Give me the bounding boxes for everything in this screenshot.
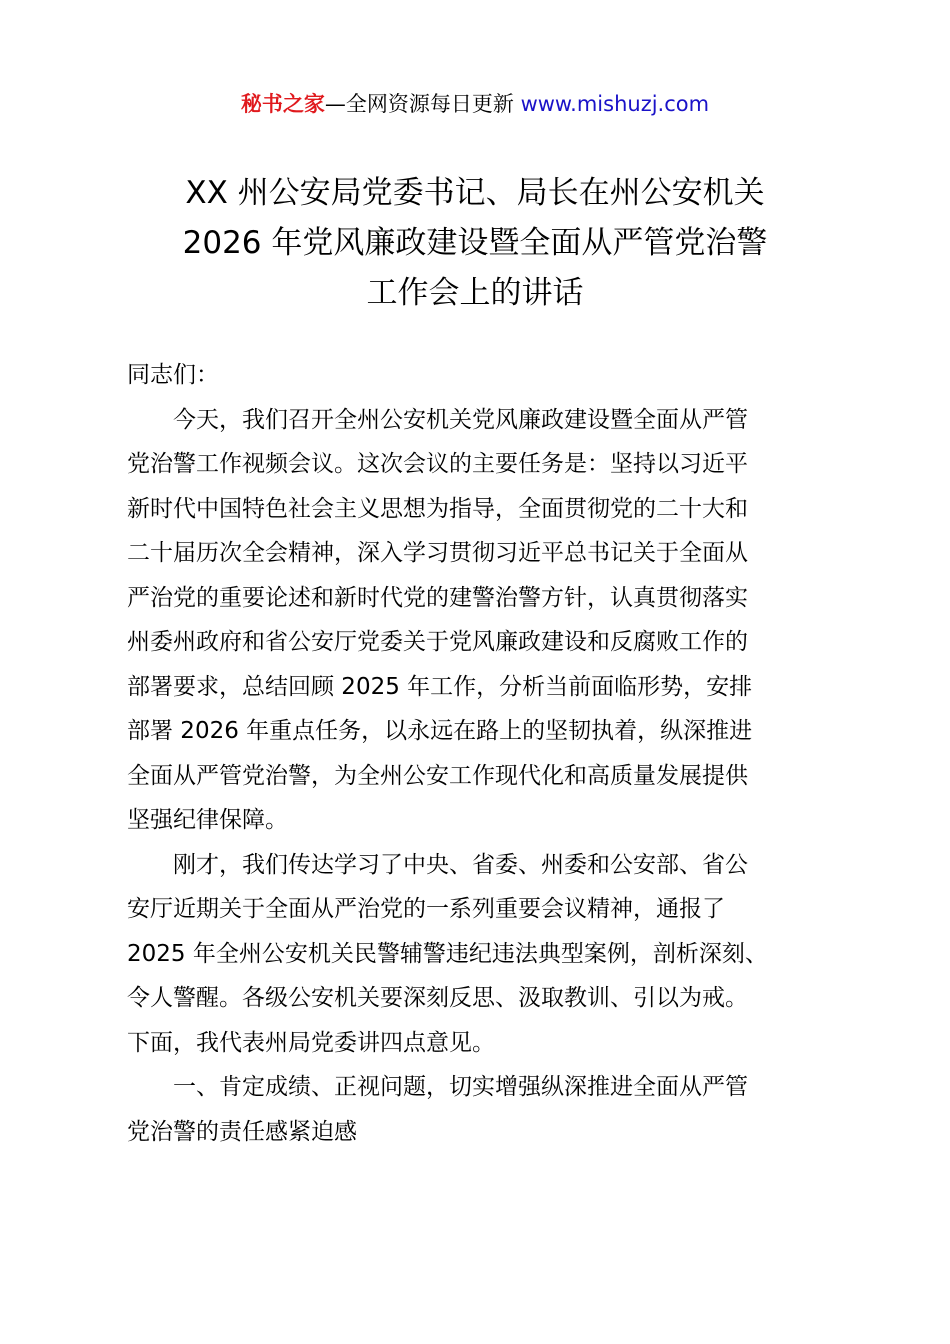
text-line: 刚才，我们传达学习了中央、省委、州委和公安部、省公 (173, 851, 748, 878)
text-line: 部署 2026 年重点任务，以永远在路上的坚韧执着，纵深推进 (127, 718, 753, 744)
text-line: 严治党的重要论述和新时代党的建警治警方针，认真贯彻落实 (127, 584, 748, 611)
section-heading-one (127, 1065, 847, 1154)
site-header-banner (0, 88, 950, 120)
text-line: 坚强纪律保障。 (127, 807, 288, 833)
text-line: 安厅近期关于全面从严治党的一系列重要会议精神，通报了 (127, 896, 725, 922)
text-line: 全面从严管党治警，为全州公安工作现代化和高质量发展提供 (127, 762, 748, 789)
text-line: 2025 年全州公安机关民警辅警违纪违法典型案例，剖析深刻、 (127, 940, 768, 967)
text-line: 新时代中国特色社会主义思想为指导，全面贯彻党的二十大和 (127, 495, 748, 522)
title-line: XX 州公安局党委书记、局长在州公安机关 (185, 175, 765, 211)
salutation: 同志们： (127, 362, 219, 388)
text-line: 二十届历次全会精神，深入学习贯彻习近平总书记关于全面从 (127, 540, 748, 566)
title-line: 工作会上的讲话 (366, 275, 584, 311)
paragraph-review (127, 843, 847, 1066)
site-url-link[interactable]: www.mishuzj.com (520, 92, 710, 116)
site-tagline: —全网资源每日更新 (324, 92, 521, 116)
text-line: 党治警的责任感紧迫感 (127, 1118, 357, 1145)
text-line: 令人警醒。各级公安机关要深刻反思、汲取教训、引以为戒。 (127, 985, 748, 1011)
text-line: 一、肯定成绩、正视问题，切实增强纵深推进全面从严管 (173, 1074, 748, 1100)
document-title (100, 168, 850, 318)
site-brand: 秘书之家 (240, 92, 325, 116)
title-line: 2026 年党风廉政建设暨全面从严管党治警 (182, 225, 768, 261)
paragraph-opening (127, 398, 847, 843)
text-line: 下面，我代表州局党委讲四点意见。 (127, 1029, 495, 1056)
text-line: 部署要求，总结回顾 2025 年工作，分析当前面临形势，安排 (127, 673, 753, 700)
document-body (127, 353, 847, 1154)
text-line: 今天，我们召开全州公安机关党风廉政建设暨全面从严管 (173, 406, 748, 433)
text-line: 党治警工作视频会议。这次会议的主要任务是：坚持以习近平 (127, 451, 748, 477)
text-line: 州委州政府和省公安厅党委关于党风廉政建设和反腐败工作的 (127, 629, 748, 655)
